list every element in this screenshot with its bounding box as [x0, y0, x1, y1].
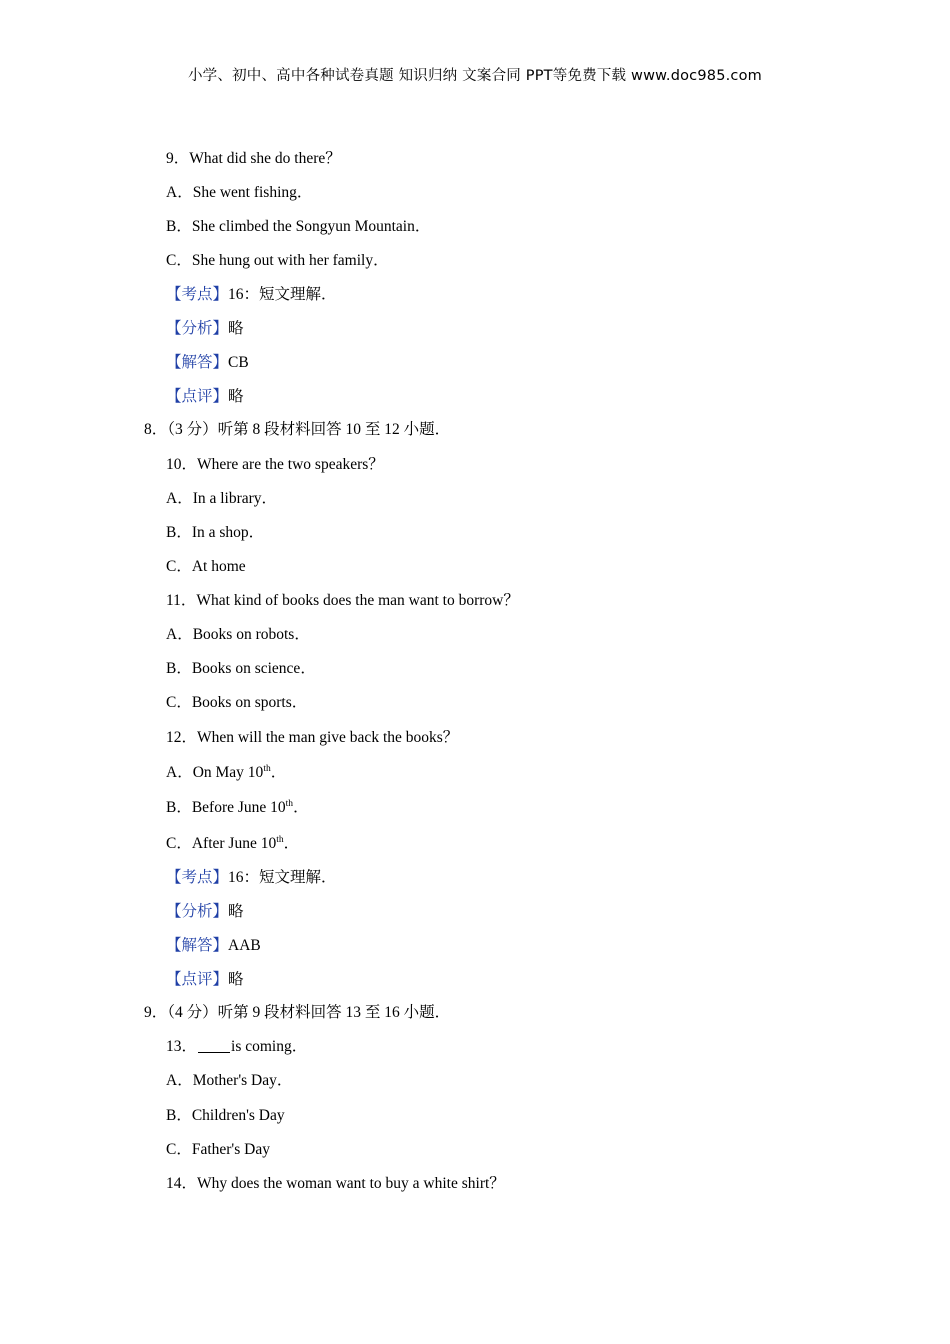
period: ．: [293, 799, 309, 816]
dianping-label: 【点评】: [166, 388, 229, 405]
kaodian-row: [166, 868, 337, 888]
option-12a-text: A．On May 10: [166, 764, 264, 781]
ordinal-suffix: th: [285, 799, 294, 809]
question-9: 9．What did she do there？: [166, 150, 341, 167]
option-10a: A．In a library．: [166, 490, 278, 507]
option-9b: B．She climbed the Songyun Mountain．: [166, 218, 431, 235]
period: ．: [270, 764, 287, 781]
jieda-row: [166, 353, 249, 373]
option-11b: B．Books on science．: [166, 660, 316, 677]
option-10c: C．At home: [166, 558, 246, 575]
kaodian-text: 16：短文理解．: [228, 286, 337, 303]
kaodian-label: 【考点】: [166, 286, 229, 303]
question-13-number: 13．: [166, 1038, 198, 1055]
question-10: 10．Where are the two speakers？: [166, 456, 384, 473]
dianping-row: [166, 387, 244, 407]
option-13b: B．Children's Day: [166, 1107, 285, 1124]
problem-8: 8．（3 分）听第 8 段材料回答 10 至 12 小题．: [144, 421, 451, 438]
question-13: [166, 1037, 307, 1057]
answer-blank: [198, 1038, 230, 1053]
fenxi-text: 略: [228, 320, 244, 337]
option-12c: [166, 834, 299, 854]
option-11c: C．Books on sports．: [166, 694, 308, 711]
option-13c: C．Father's Day: [166, 1141, 270, 1158]
ordinal-suffix: th: [276, 835, 284, 845]
problem-9: 9．（4 分）听第 9 段材料回答 13 至 16 小题．: [144, 1004, 451, 1021]
option-12c-text: C．After June 10: [166, 835, 277, 852]
fenxi-row: [166, 319, 244, 339]
kaodian-label: 【考点】: [166, 869, 229, 886]
jieda-label: 【解答】: [166, 354, 229, 371]
option-11a: A．Books on robots．: [166, 626, 310, 643]
period: ．: [283, 835, 300, 852]
ordinal-suffix: th: [263, 764, 271, 774]
jieda-text: AAB: [228, 937, 261, 954]
option-12a: [166, 763, 286, 783]
fenxi-label: 【分析】: [166, 903, 229, 920]
dianping-row: [166, 970, 244, 990]
option-12b-text: B．Before June 10: [166, 799, 286, 816]
page-header: 小学、初中、高中各种试卷真题 知识归纳 文案合同 PPT等免费下载 www.doc985.com: [187, 68, 763, 84]
dianping-label: 【点评】: [166, 971, 229, 988]
kaodian-text: 16：短文理解．: [228, 869, 337, 886]
fenxi-label: 【分析】: [166, 320, 229, 337]
jieda-row: [166, 936, 261, 956]
question-11: 11．What kind of books does the man want to borrow？: [166, 592, 519, 609]
question-12: 12．When will the man give back the books？: [166, 729, 459, 746]
option-12b: [166, 798, 309, 818]
fenxi-row: [166, 902, 244, 922]
question-14: 14．Why does the woman want to buy a white shirt？: [166, 1175, 505, 1192]
question-13-text: is coming．: [231, 1038, 308, 1055]
option-13a: A．Mother's Day．: [166, 1072, 293, 1089]
jieda-label: 【解答】: [166, 937, 229, 954]
dianping-text: 略: [228, 971, 244, 988]
kaodian-row: [166, 285, 337, 305]
option-9a: A．She went fishing．: [166, 184, 313, 201]
option-9c: C．She hung out with her family．: [166, 252, 389, 269]
dianping-text: 略: [228, 388, 244, 405]
option-10b: B．In a shop．: [166, 524, 265, 541]
jieda-text: CB: [228, 354, 249, 371]
fenxi-text: 略: [228, 903, 244, 920]
